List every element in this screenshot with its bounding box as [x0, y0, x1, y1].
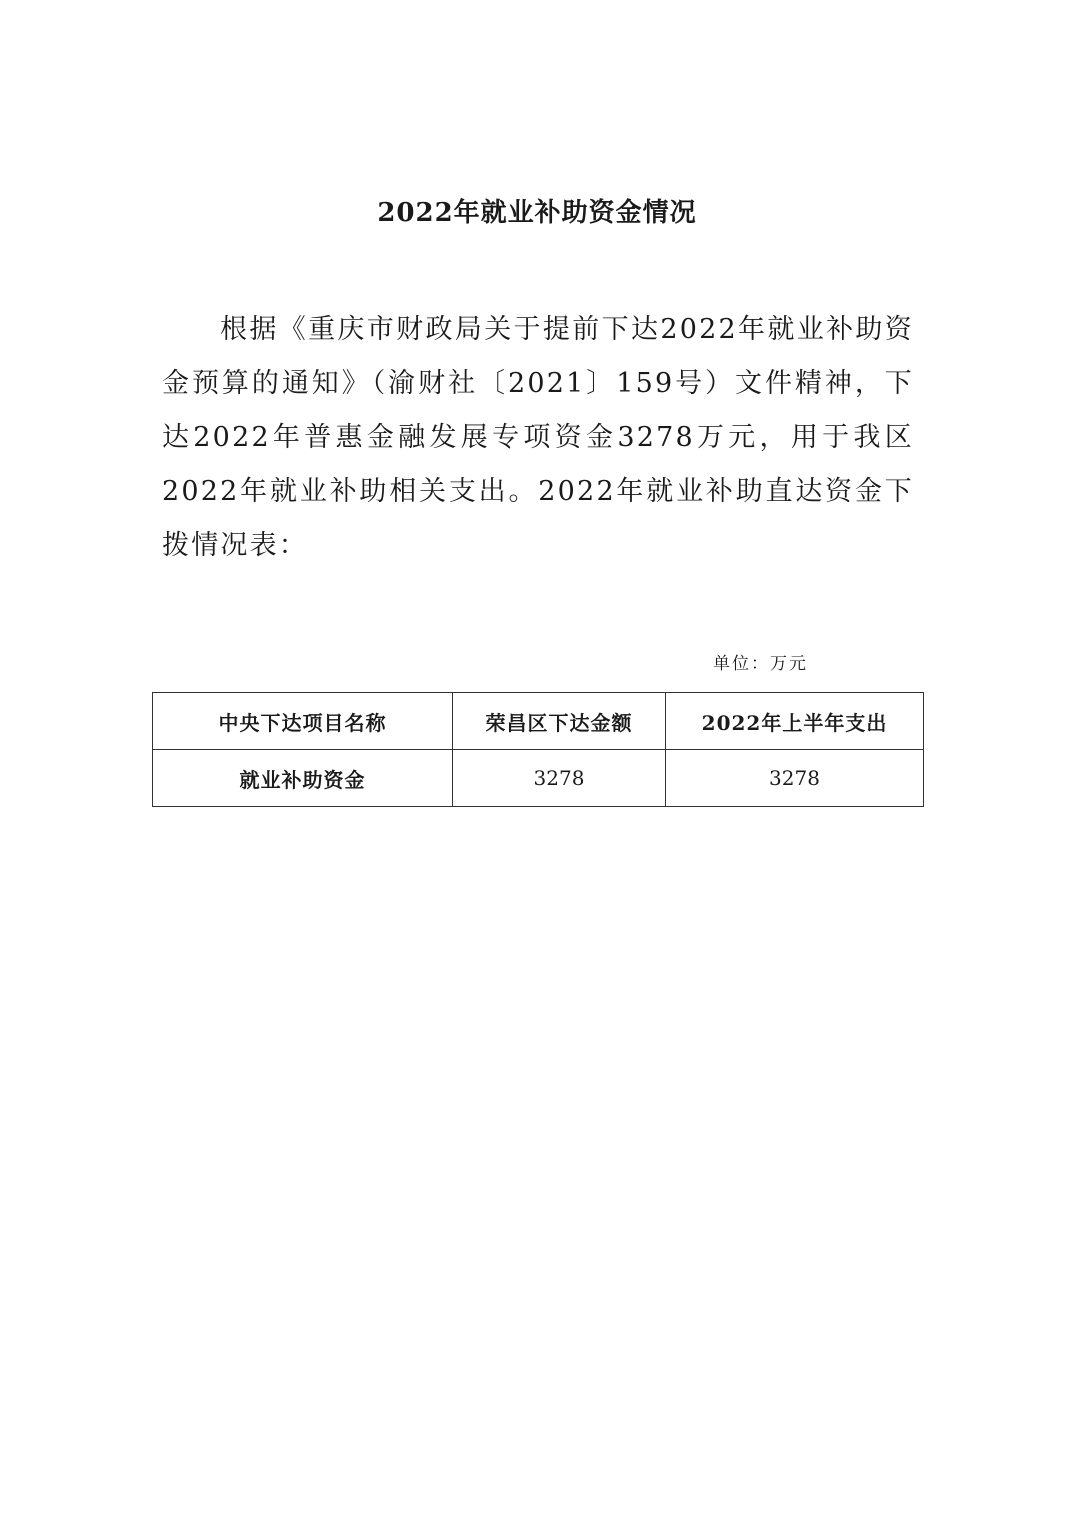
document-title: 2022年就业补助资金情况	[377, 198, 697, 228]
header-h1-expenditure: 2022年上半年支出	[666, 693, 924, 750]
cell-h1-expenditure: 3278	[666, 750, 924, 807]
cell-project-name: 就业补助资金	[153, 750, 453, 807]
unit-label: 单位：万元	[713, 654, 808, 674]
table-header-row	[153, 693, 924, 750]
header-project-name: 中央下达项目名称	[153, 693, 453, 750]
body-paragraph: 根据《重庆市财政局关于提前下达2022年就业补助资金预算的通知》（渝财社〔2021〕159号）文件精神，下达2022年普惠金融发展专项资金3278万元，用于我区2022年就业补助相关支出。2022年就业补助直达资金下拨情况表：	[162, 314, 914, 561]
header-allocated-amount: 荣昌区下达金额	[453, 693, 666, 750]
funds-table	[152, 692, 924, 807]
cell-allocated-amount: 3278	[453, 750, 666, 807]
table-row	[153, 750, 924, 807]
